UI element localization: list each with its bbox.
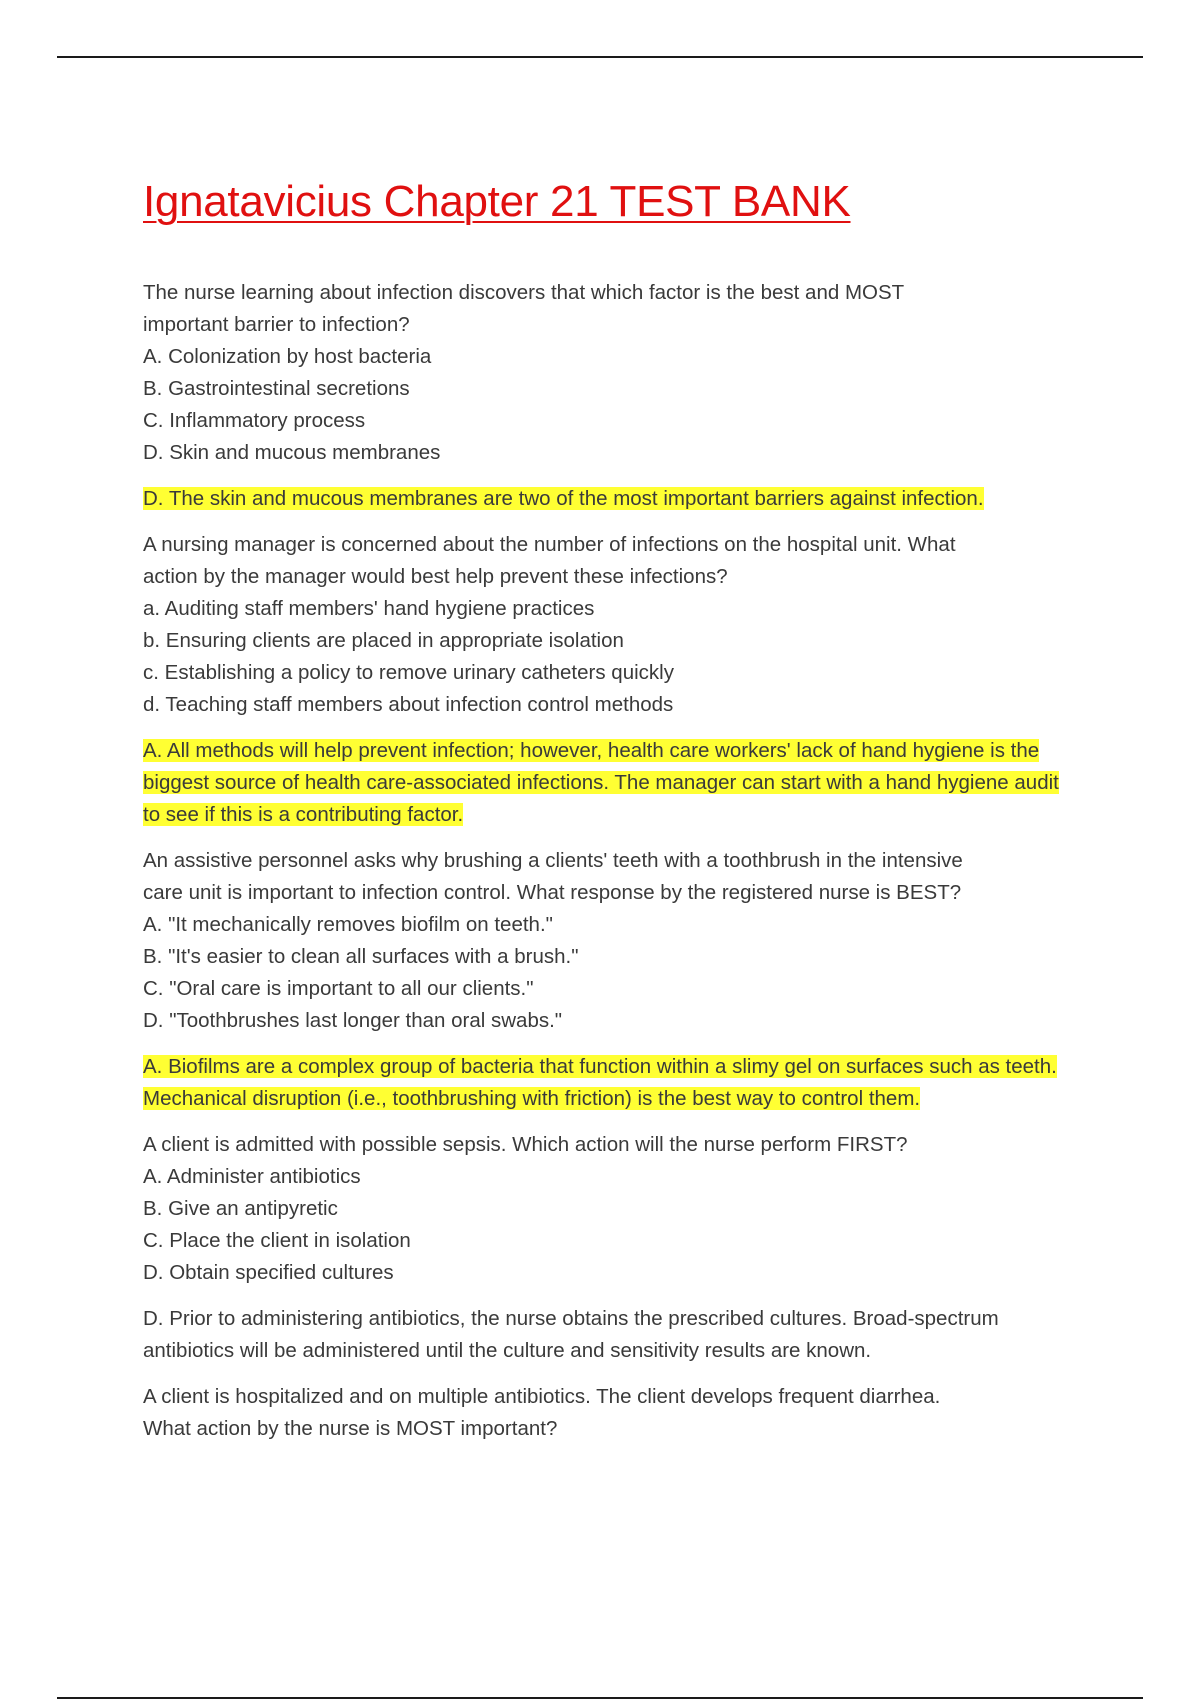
question-text: The nurse learning about infection discovers that which factor is the best and MOST [143, 281, 905, 304]
option-item: D. Skin and mucous membranes [143, 441, 441, 464]
answer-rationale [143, 1051, 1063, 1115]
question-stem [143, 1381, 1063, 1445]
question-block [143, 1129, 1063, 1367]
option-item: B. Give an antipyretic [143, 1197, 338, 1220]
answer-text-highlighted: A. All methods will help prevent infection; however, health care workers' lack of hand hygiene is the biggest source of health care-associated infections. The manager can start with a hand hygiene audit to see if this is a contributing factor. [143, 739, 1059, 826]
answer-rationale [143, 735, 1063, 831]
footer-rule [57, 1697, 1143, 1699]
question-text: care unit is important to infection control. What response by the registered nurse is BEST? [143, 881, 962, 904]
question-text: What action by the nurse is MOST important? [143, 1417, 558, 1440]
option-item: A. "It mechanically removes biofilm on teeth." [143, 913, 553, 936]
option-item: D. "Toothbrushes last longer than oral swabs." [143, 1009, 563, 1032]
question-text: important barrier to infection? [143, 313, 410, 336]
question-stem [143, 1129, 1063, 1289]
option-item: A. Administer antibiotics [143, 1165, 361, 1188]
answer-text: D. Prior to administering antibiotics, the nurse obtains the prescribed cultures. Broad-spectrum antibiotics will be administered until the culture and sensitivity results are known. [143, 1307, 999, 1362]
question-text: action by the manager would best help prevent these infections? [143, 565, 728, 588]
question-stem [143, 845, 1063, 1037]
answer-text-highlighted: D. The skin and mucous membranes are two of the most important barriers against infection. [143, 487, 984, 510]
question-block [143, 845, 1063, 1115]
option-item: a. Auditing staff members' hand hygiene practices [143, 597, 595, 620]
option-list [143, 593, 1063, 721]
option-item: d. Teaching staff members about infection control methods [143, 693, 674, 716]
option-item: B. Gastrointestinal secretions [143, 377, 410, 400]
option-item: D. Obtain specified cultures [143, 1261, 394, 1284]
option-item: A. Colonization by host bacteria [143, 345, 432, 368]
document-title: Ignatavicius Chapter 21 TEST BANK [143, 177, 851, 226]
header-rule [57, 56, 1143, 58]
question-text: A client is admitted with possible sepsis. Which action will the nurse perform FIRST? [143, 1133, 908, 1156]
option-item: C. Inflammatory process [143, 409, 366, 432]
question-stem [143, 277, 1063, 469]
answer-text-highlighted: A. Biofilms are a complex group of bacteria that function within a slimy gel on surfaces such as teeth. Mechanical disruption (i.e., toothbrushing with friction) is the best way to control them. [143, 1055, 1057, 1110]
question-block [143, 1381, 1063, 1445]
option-list [143, 909, 1063, 1037]
option-list [143, 1161, 1063, 1289]
question-block [143, 529, 1063, 831]
document-body [143, 172, 1063, 1459]
question-text: A client is hospitalized and on multiple antibiotics. The client develops frequent diarrhea. [143, 1385, 941, 1408]
question-block [143, 277, 1063, 515]
option-item: B. "It's easier to clean all surfaces with a brush." [143, 945, 579, 968]
answer-rationale [143, 483, 1063, 515]
option-item: b. Ensuring clients are placed in appropriate isolation [143, 629, 624, 652]
question-stem [143, 529, 1063, 721]
option-item: C. "Oral care is important to all our clients." [143, 977, 534, 1000]
answer-rationale [143, 1303, 1063, 1367]
question-text: An assistive personnel asks why brushing a clients' teeth with a toothbrush in the intensive [143, 849, 963, 872]
question-text: A nursing manager is concerned about the number of infections on the hospital unit. What [143, 533, 956, 556]
option-list [143, 341, 1063, 469]
option-item: C. Place the client in isolation [143, 1229, 411, 1252]
option-item: c. Establishing a policy to remove urinary catheters quickly [143, 661, 674, 684]
